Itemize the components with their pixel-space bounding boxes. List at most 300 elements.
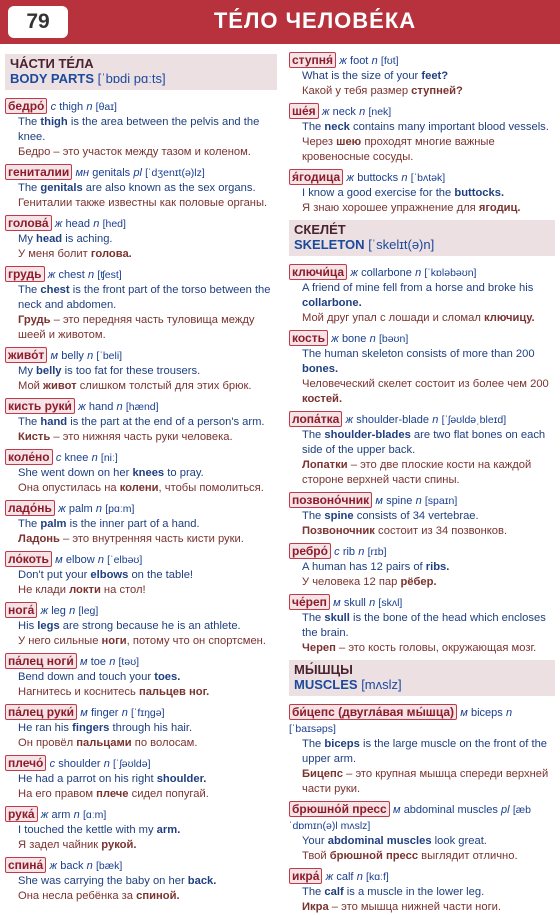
- english-word: thigh: [59, 101, 84, 113]
- example-text: through his hair.: [109, 722, 193, 734]
- gender-label: с: [50, 101, 57, 113]
- example-text: The: [18, 182, 41, 194]
- transcription: [ˈbeli]: [96, 350, 123, 362]
- transcription: [skʌl]: [378, 597, 403, 609]
- english-word: hand: [88, 401, 114, 413]
- gender-label: м: [392, 804, 401, 816]
- dictionary-entry: [5, 398, 277, 445]
- headword: би́цепс (двугла́вая мы́шца): [289, 704, 457, 720]
- dictionary-entry: [289, 594, 555, 656]
- dictionary-entry: [5, 98, 277, 160]
- example-text: I touched the kettle with my: [18, 824, 157, 836]
- gender-label: с: [334, 546, 340, 558]
- example-russian: [289, 849, 555, 864]
- example-text: contains many important blood vessels.: [349, 121, 549, 133]
- example-text: Нагнитесь и коснитесь: [18, 686, 139, 698]
- headword: икра́: [289, 868, 322, 884]
- example-highlight: hand: [40, 416, 68, 428]
- example-text: My: [18, 233, 37, 245]
- page-header: [0, 0, 560, 44]
- example-highlight: neck: [324, 121, 350, 133]
- english-word: abdominal muscles: [403, 804, 498, 816]
- headword: кость: [289, 330, 328, 346]
- example-text: He had a parrot on his right: [18, 773, 157, 785]
- example-highlight: Икра: [302, 901, 329, 913]
- example-text: на стол!: [100, 584, 146, 596]
- example-text: are also known as the sex organs.: [82, 182, 256, 194]
- gender-label: ж: [321, 106, 330, 118]
- example-highlight: elbows: [90, 569, 129, 581]
- example-text: are two flat bones on each side of the upper back.: [302, 429, 546, 456]
- example-text: The: [302, 121, 325, 133]
- section-transcription: [ˈskelɪt(ə)n]: [368, 237, 435, 252]
- example-highlight: spine: [324, 510, 354, 522]
- headword-line: [5, 602, 277, 619]
- example-highlight: колени: [119, 482, 159, 494]
- gender-label: ж: [345, 414, 354, 426]
- example-highlight: живот: [43, 380, 77, 392]
- dictionary-entry: [289, 868, 555, 915]
- example-highlight: buttocks.: [454, 187, 505, 199]
- example-text: A friend of mine fell from a horse and broke his: [302, 282, 534, 294]
- example-english: [289, 885, 555, 900]
- gender-label: ж: [49, 860, 58, 872]
- example-highlight: ribs.: [425, 561, 450, 573]
- example-text: – это передняя часть туловища между шеей и животом.: [18, 314, 255, 341]
- english-word: knee: [64, 452, 89, 464]
- dictionary-entry: [289, 543, 555, 590]
- page-title: ТЕ́ЛО ЧЕЛОВЕ́КА: [213, 8, 417, 33]
- example-text: Я задел чайник: [18, 839, 102, 851]
- example-highlight: локти: [69, 584, 101, 596]
- example-russian: [5, 532, 277, 547]
- part-of-speech: n: [415, 267, 422, 279]
- gender-label: ж: [40, 809, 49, 821]
- example-russian: [289, 767, 555, 797]
- example-text: Мой: [18, 380, 44, 392]
- english-word: belly: [61, 350, 84, 362]
- english-word: shoulder-blade: [356, 414, 430, 426]
- headword: ло́коть: [5, 551, 52, 567]
- headword: голова́: [5, 215, 52, 231]
- part-of-speech: n: [121, 707, 128, 719]
- headword-line: [5, 164, 277, 181]
- headword: ключи́ца: [289, 264, 347, 280]
- example-text: Через: [302, 136, 337, 148]
- example-text: У человека 12 пар: [302, 576, 401, 588]
- example-english: [289, 69, 555, 84]
- example-text: На его правом: [18, 788, 97, 800]
- dictionary-entry: [289, 264, 555, 326]
- example-highlight: шею: [336, 136, 362, 148]
- example-text: – это мышца нижней части ноги.: [328, 901, 502, 913]
- example-russian: [289, 458, 555, 488]
- example-english: [289, 737, 555, 767]
- english-word: buttocks: [357, 172, 399, 184]
- example-text: A human has 12 pairs of: [302, 561, 426, 573]
- example-text: Бедро – это участок между тазом и коленом.: [18, 146, 251, 158]
- headword-line: [289, 103, 555, 120]
- example-highlight: Ладонь: [18, 533, 60, 545]
- part-of-speech: n: [97, 554, 104, 566]
- example-text: The: [302, 429, 325, 441]
- example-highlight: ключицу.: [483, 312, 535, 324]
- section-heading: [289, 660, 555, 696]
- example-english: [5, 568, 277, 583]
- example-text: is the area between the pelvis and the knee.: [18, 116, 260, 143]
- english-word: bone: [341, 333, 367, 345]
- example-highlight: Бицепс: [302, 768, 343, 780]
- gender-label: ж: [47, 269, 56, 281]
- dictionary-entry: [5, 164, 277, 211]
- example-text: – это внутренняя часть кисти руки.: [59, 533, 244, 545]
- example-highlight: head: [36, 233, 63, 245]
- part-of-speech: n: [369, 597, 376, 609]
- dictionary-entry: [289, 103, 555, 165]
- headword: ладо́нь: [5, 500, 55, 516]
- dictionary-entry: [5, 449, 277, 496]
- example-text: is a muscle in the lower leg.: [343, 886, 485, 898]
- headword-line: [289, 801, 555, 834]
- part-of-speech: n: [91, 452, 98, 464]
- example-text: Bend down and touch your: [18, 671, 155, 683]
- section-title-en-text: SKELETON: [294, 237, 365, 252]
- part-of-speech: n: [371, 55, 378, 67]
- example-highlight: пальцами: [76, 737, 132, 749]
- example-english: [5, 772, 277, 787]
- headword-line: [5, 347, 277, 364]
- section-title-ru: СКЕЛЕ́Т: [294, 222, 346, 237]
- section-title-ru: МЫ́ШЦЫ: [294, 662, 353, 677]
- headword-line: [5, 98, 277, 115]
- example-text: The human skeleton consists of more than 200: [302, 348, 535, 360]
- example-english: [5, 181, 277, 196]
- example-highlight: плече: [96, 788, 129, 800]
- example-text: Я знаю хорошее упражнение для: [302, 202, 479, 214]
- example-highlight: Кисть: [18, 431, 51, 443]
- example-english: [5, 874, 277, 889]
- dictionary-entry: [289, 411, 555, 488]
- transcription: [ˈkɒləbəʊn]: [424, 267, 477, 279]
- english-word: toe: [90, 656, 106, 668]
- example-highlight: biceps: [324, 738, 360, 750]
- example-text: по волосам.: [131, 737, 198, 749]
- example-highlight: collarbone.: [302, 297, 362, 309]
- dictionary-entry: [289, 492, 555, 539]
- example-text: is the bone of the head which encloses the brain.: [302, 612, 546, 639]
- transcription: [ˈʃəʊldə]: [113, 758, 151, 770]
- headword-line: [5, 398, 277, 415]
- example-highlight: abdominal muscles: [327, 835, 432, 847]
- english-word: collarbone: [361, 267, 412, 279]
- english-word: foot: [350, 55, 369, 67]
- example-english: [5, 283, 277, 313]
- example-text: выглядит отлично.: [418, 850, 518, 862]
- example-text: состоит из 34 позвонков.: [374, 525, 508, 537]
- english-word: leg: [51, 605, 66, 617]
- dictionary-entry: [5, 755, 277, 802]
- example-russian: [5, 313, 277, 343]
- section-title-en: [294, 677, 550, 692]
- headword: спина́: [5, 857, 46, 873]
- part-of-speech: n: [86, 860, 93, 872]
- example-russian: [289, 84, 555, 99]
- example-highlight: bones.: [302, 363, 339, 375]
- transcription: [ˈʃəʊldəˌbleɪd]: [441, 414, 507, 426]
- example-text: слишком толстый для этих брюк.: [76, 380, 252, 392]
- example-english: [5, 415, 277, 430]
- english-word: chest: [58, 269, 85, 281]
- gender-label: м: [80, 707, 88, 719]
- english-word: head: [65, 218, 91, 230]
- dictionary-entry: [5, 704, 277, 751]
- headword-line: [289, 411, 555, 428]
- example-russian: [5, 787, 277, 802]
- example-text: consists of 34 vertebrae.: [353, 510, 479, 522]
- headword-line: [5, 500, 277, 517]
- part-of-speech: pl: [133, 167, 142, 179]
- english-word: calf: [336, 871, 354, 883]
- example-highlight: Позвоночник: [302, 525, 375, 537]
- example-highlight: chest: [40, 284, 70, 296]
- example-text: Какой у тебя размер: [302, 85, 412, 97]
- example-english: [289, 347, 555, 377]
- dictionary-entry: [5, 653, 277, 700]
- headword-line: [289, 868, 555, 885]
- headword: па́лец руки́: [5, 704, 77, 720]
- transcription: [ʧest]: [97, 269, 122, 281]
- example-text: The: [302, 612, 325, 624]
- example-text: is the front part of the torso between the neck and abdomen.: [18, 284, 271, 311]
- example-english: [5, 466, 277, 481]
- headword: позвоно́чник: [289, 492, 372, 508]
- transcription: [θaɪ]: [95, 101, 117, 113]
- example-text: Гениталии также известны как половые органы.: [18, 197, 268, 209]
- headword: кисть руки́: [5, 398, 75, 414]
- example-text: Она опустилась на: [18, 482, 120, 494]
- example-russian: [289, 900, 555, 915]
- example-text: He ran his: [18, 722, 73, 734]
- headword: бедро́: [5, 98, 47, 114]
- headword-line: [289, 543, 555, 560]
- example-highlight: ноги: [101, 635, 127, 647]
- headword: че́реп: [289, 594, 330, 610]
- example-russian: [289, 575, 555, 590]
- transcription: [ˈdʒenɪt(ə)lz]: [145, 167, 205, 179]
- headword: ребро́: [289, 543, 331, 559]
- part-of-speech: n: [356, 871, 363, 883]
- example-text: Мой друг упал с лошади и сломал: [302, 312, 484, 324]
- example-russian: [289, 524, 555, 539]
- part-of-speech: n: [103, 758, 110, 770]
- example-text: Не клади: [18, 584, 70, 596]
- headword: нога́: [5, 602, 37, 618]
- transcription: [ˈelbəʊ]: [107, 554, 143, 566]
- headword-line: [289, 492, 555, 509]
- gender-label: м: [375, 495, 383, 507]
- dictionary-entry: [289, 704, 555, 797]
- headword: па́лец ноги́: [5, 653, 77, 669]
- part-of-speech: n: [358, 546, 365, 558]
- example-highlight: Лопатки: [302, 459, 348, 471]
- section-transcription: [mʌslz]: [361, 677, 402, 692]
- part-of-speech: n: [369, 333, 376, 345]
- section-title-en-text: BODY PARTS: [10, 71, 95, 86]
- example-text: – это две плоские кости на каждой стороне верхней части спины.: [302, 459, 532, 486]
- example-highlight: пальцев ног.: [138, 686, 210, 698]
- gender-label: м: [79, 656, 88, 668]
- gender-label: с: [49, 758, 56, 770]
- example-highlight: shoulder-blades: [324, 429, 411, 441]
- transcription: [təʊ]: [118, 656, 140, 668]
- english-word: genitals: [92, 167, 131, 179]
- example-highlight: спиной.: [136, 890, 180, 902]
- gender-label: ж: [40, 605, 49, 617]
- headword: плечо́: [5, 755, 46, 771]
- example-english: [289, 281, 555, 311]
- example-highlight: shoulder.: [156, 773, 207, 785]
- headword-line: [289, 52, 555, 69]
- example-text: The: [302, 738, 325, 750]
- example-english: [5, 619, 277, 634]
- transcription: [rɪb]: [367, 546, 387, 558]
- example-english: [289, 611, 555, 641]
- part-of-speech: n: [415, 495, 422, 507]
- transcription: [bæk]: [96, 860, 123, 872]
- headword-line: [5, 653, 277, 670]
- example-text: Он провёл: [18, 737, 77, 749]
- page-number: 79: [8, 6, 68, 38]
- example-russian: [5, 145, 277, 160]
- example-english: [5, 721, 277, 736]
- left-column: [5, 52, 277, 902]
- gender-label: м: [55, 554, 63, 566]
- english-word: spine: [386, 495, 413, 507]
- english-word: neck: [332, 106, 356, 118]
- example-russian: [5, 583, 277, 598]
- example-russian: [5, 634, 277, 649]
- example-english: [5, 115, 277, 145]
- transcription: [bəʊn]: [378, 333, 409, 345]
- headword-line: [289, 330, 555, 347]
- example-english: [289, 834, 555, 849]
- gender-label: с: [55, 452, 62, 464]
- english-word: biceps: [470, 707, 503, 719]
- headword-line: [5, 857, 277, 874]
- english-word: arm: [51, 809, 71, 821]
- example-highlight: belly: [36, 365, 62, 377]
- dictionary-entry: [5, 266, 277, 343]
- dictionary-entry: [289, 801, 555, 864]
- gender-label: м: [50, 350, 59, 362]
- english-word: finger: [90, 707, 119, 719]
- section-heading: [5, 54, 277, 90]
- example-russian: [289, 135, 555, 165]
- example-text: Your: [302, 835, 328, 847]
- part-of-speech: n: [432, 414, 439, 426]
- example-text: to pray.: [164, 467, 204, 479]
- example-english: [289, 509, 555, 524]
- example-highlight: thigh: [40, 116, 68, 128]
- example-text: She went down on her: [18, 467, 133, 479]
- transcription: [hænd]: [125, 401, 159, 413]
- part-of-speech: n: [88, 269, 95, 281]
- gender-label: ж: [54, 218, 63, 230]
- dictionary-entry: [5, 500, 277, 547]
- headword-line: [5, 266, 277, 283]
- part-of-speech: n: [109, 656, 116, 668]
- example-text: – это кость головы, окружающая мозг.: [335, 642, 537, 654]
- headword-line: [289, 169, 555, 186]
- headword-line: [5, 755, 277, 772]
- example-highlight: skull: [324, 612, 350, 624]
- example-russian: [5, 481, 277, 496]
- example-highlight: back.: [187, 875, 217, 887]
- english-word: back: [60, 860, 84, 872]
- part-of-speech: n: [359, 106, 366, 118]
- example-text: сидел попугай.: [128, 788, 209, 800]
- headword-line: [5, 551, 277, 568]
- example-highlight: рёбер.: [400, 576, 437, 588]
- section-title-ru: ЧА́СТИ ТЕ́ЛА: [10, 56, 94, 71]
- example-text: on the table!: [128, 569, 194, 581]
- part-of-speech: n: [95, 503, 103, 515]
- example-text: look great.: [431, 835, 487, 847]
- example-highlight: рукой.: [101, 839, 137, 851]
- headword-line: [5, 704, 277, 721]
- transcription: [spaɪn]: [424, 495, 458, 507]
- section-title-en-text: MUSCLES: [294, 677, 358, 692]
- headword: ше́я: [289, 103, 319, 119]
- english-word: shoulder: [58, 758, 101, 770]
- example-text: The: [18, 284, 41, 296]
- dictionary-entry: [289, 330, 555, 407]
- example-text: His: [18, 620, 38, 632]
- example-highlight: calf: [324, 886, 344, 898]
- example-text: – это крупная мышца спереди верхней части руки.: [302, 768, 549, 795]
- dictionary-entry: [5, 215, 277, 262]
- example-text: Она несла ребёнка за: [18, 890, 137, 902]
- example-text: is too fat for these trousers.: [61, 365, 201, 377]
- example-text: The: [302, 886, 325, 898]
- example-russian: [289, 201, 555, 216]
- section-title-en: [294, 237, 550, 252]
- dictionary-entry: [289, 169, 555, 216]
- example-text: The: [18, 416, 41, 428]
- example-highlight: Череп: [302, 642, 336, 654]
- part-of-speech: n: [505, 707, 513, 719]
- example-text: is the large muscle on the front of the upper arm.: [302, 738, 548, 765]
- example-english: [5, 364, 277, 379]
- example-text: She was carrying the baby on her: [18, 875, 188, 887]
- headword: ступня́: [289, 52, 336, 68]
- section-transcription: [ˈbɒdi pɑːts]: [97, 71, 166, 86]
- headword-line: [5, 449, 277, 466]
- dictionary-entry: [289, 52, 555, 99]
- example-text: У меня болит: [18, 248, 91, 260]
- example-text: is the inner part of a hand.: [66, 518, 200, 530]
- example-text: is aching.: [62, 233, 113, 245]
- part-of-speech: n: [87, 350, 94, 362]
- gender-label: м: [333, 597, 341, 609]
- example-highlight: feet?: [421, 70, 449, 82]
- english-word: palm: [68, 503, 93, 515]
- example-text: are strong because he is an athlete.: [59, 620, 241, 632]
- transcription: [niː]: [100, 452, 118, 464]
- example-highlight: Грудь: [18, 314, 51, 326]
- transcription: [ˈfɪŋgə]: [131, 707, 165, 719]
- example-highlight: genitals: [40, 182, 83, 194]
